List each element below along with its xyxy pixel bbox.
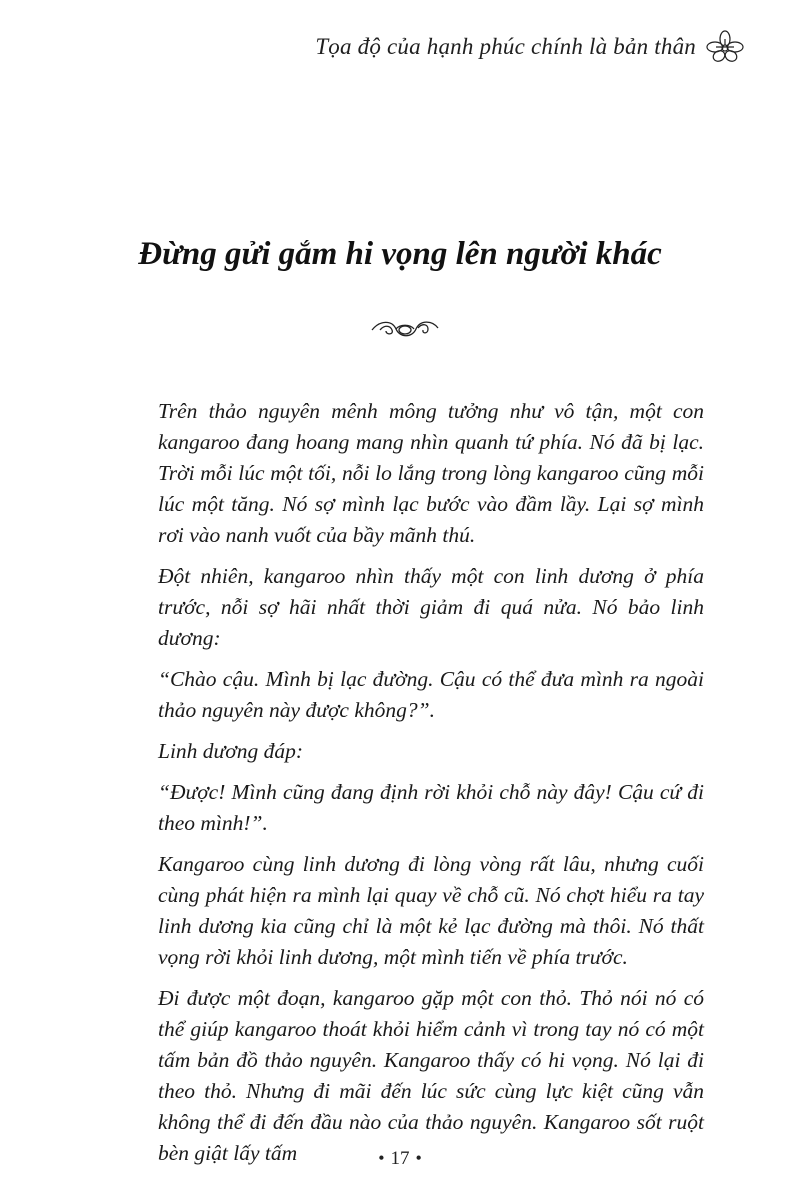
running-header <box>315 30 744 64</box>
body-text <box>158 396 704 1179</box>
chapter-title: Đừng gửi gắm hi vọng lên người khác <box>138 236 662 272</box>
paragraph-4: Linh dương đáp: <box>158 739 304 763</box>
paragraph-2: Đột nhiên, kangaroo nhìn thấy một con linh dương ở phía trước, nỗi sợ hãi nhất thời giảm đi quá nửa. Nó bảo linh dương: <box>158 564 704 650</box>
page-number-value: 17 <box>390 1148 410 1169</box>
swirl-ornament-icon <box>370 316 440 342</box>
bullet-dot: • <box>378 1148 385 1168</box>
paragraph-3: “Chào cậu. Mình bị lạc đường. Cậu có thể đưa mình ra ngoài thảo nguyên này được không?”. <box>158 667 704 722</box>
flower-icon <box>706 30 744 64</box>
paragraph-1: Trên thảo nguyên mênh mông tưởng như vô tận, một con kangaroo đang hoang mang nhìn quanh tứ phía. Nó đã bị lạc. Trời mỗi lúc một tối, nỗi lo lắng trong lòng kangaroo cũng mỗi lúc một tăng. Nó sợ mình lạc bước vào đầm lầy. Lại sợ mình rơi vào nanh vuốt của bầy mãnh thú. <box>158 399 704 547</box>
page-number <box>0 1148 800 1170</box>
running-title: Tọa độ của hạnh phúc chính là bản thân <box>315 34 696 59</box>
paragraph-7: Đi được một đoạn, kangaroo gặp một con thỏ. Thỏ nói nó có thể giúp kangaroo thoát khỏi hiểm cảnh vì trong tay nó có một tấm bản đồ thảo nguyên. Kangaroo thấy có hi vọng. Nó lại đi theo thỏ. Nhưng đi mãi đến lúc sức cùng lực kiệt cũng vẫn không thể đi đến đầu nào của thảo nguyên. Kangaroo sốt ruột bèn giật lấy tấm <box>158 986 704 1165</box>
paragraph-6: Kangaroo cùng linh dương đi lòng vòng rất lâu, nhưng cuối cùng phát hiện ra mình lại quay về chỗ cũ. Nó chợt hiểu ra tay linh dương kia cũng chỉ là một kẻ lạc đường mà thôi. Nó thất vọng rời khỏi linh dương, một mình tiến về phía trước. <box>158 852 704 969</box>
paragraph-5: “Được! Mình cũng đang định rời khỏi chỗ này đây! Cậu cứ đi theo mình!”. <box>158 780 704 835</box>
bullet-dot: • <box>415 1148 422 1168</box>
